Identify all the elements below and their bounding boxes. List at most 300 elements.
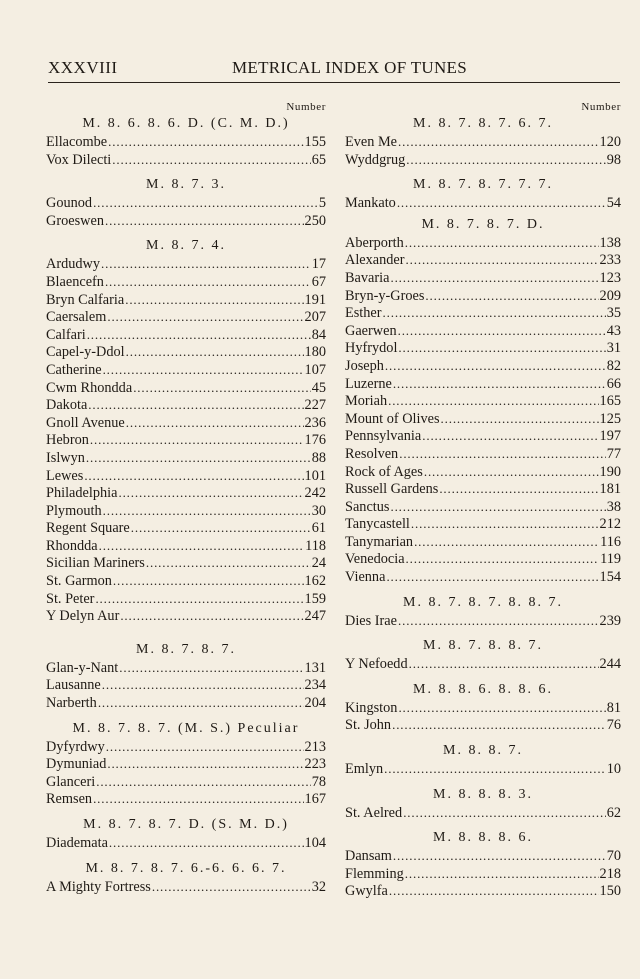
tune-name: Gaerwen	[345, 322, 397, 339]
metre-section	[46, 176, 326, 229]
dot-leader	[398, 322, 606, 340]
tune-entry	[345, 427, 621, 445]
tune-entry	[345, 847, 621, 865]
tune-name: Remsen	[46, 791, 93, 808]
tune-number: 67	[311, 273, 326, 290]
tune-number: 131	[304, 659, 326, 676]
tune-entry	[46, 694, 326, 712]
tune-entry	[345, 194, 621, 212]
tune-name: Catherine	[46, 361, 102, 378]
tune-name: Gnoll Avenue	[46, 414, 125, 431]
metre-heading: M. 8. 7. 8. 7. D. (S. M. D.)	[83, 817, 289, 832]
metre-section	[345, 216, 621, 586]
tune-number: 5	[318, 195, 326, 212]
page-header	[48, 52, 620, 83]
tune-name: A Mighty Fortress	[46, 878, 151, 895]
tune-name: Pennsylvania	[345, 428, 422, 445]
tune-name: St. Peter	[46, 590, 95, 607]
tune-name: Tanycastell	[345, 516, 410, 533]
tune-number: 190	[599, 463, 621, 480]
tune-entry	[46, 502, 326, 520]
tune-name: Narberth	[46, 695, 97, 712]
dot-leader	[439, 480, 598, 498]
tune-number: 181	[599, 481, 621, 498]
tune-name: Dansam	[345, 848, 392, 865]
dot-leader	[399, 445, 605, 463]
dot-leader	[93, 790, 303, 808]
tune-name: Aberporth	[345, 234, 404, 251]
dot-leader	[90, 431, 304, 449]
tune-number: 24	[311, 555, 326, 572]
tune-entry	[46, 537, 326, 555]
tune-number: 234	[304, 677, 326, 694]
metre-heading: M. 8. 8. 7.	[443, 743, 523, 759]
tune-entry	[46, 379, 326, 397]
tune-entry	[46, 308, 326, 326]
tune-entry	[46, 212, 326, 230]
tune-name: Sanctus	[345, 498, 390, 515]
tune-number: 167	[304, 791, 326, 808]
tune-number: 176	[304, 432, 326, 449]
metre-section	[46, 641, 326, 712]
dot-leader	[86, 449, 311, 467]
tune-name: Capel-y-Ddol	[46, 344, 125, 361]
tune-entry	[46, 834, 326, 852]
page-number: XXXVIII	[48, 58, 118, 77]
tune-name: Moriah	[345, 393, 388, 410]
tune-number: 154	[599, 569, 621, 586]
dot-leader	[146, 554, 311, 572]
dot-leader	[398, 612, 599, 630]
metre-heading: M. 8. 8. 8. 3.	[433, 786, 533, 802]
dot-leader	[409, 655, 599, 673]
dot-leader	[397, 194, 606, 212]
tune-entry	[345, 480, 621, 498]
metre-section	[345, 176, 621, 212]
tune-name: Hyfrydol	[345, 340, 398, 357]
tune-entry	[46, 607, 326, 625]
dot-leader	[406, 550, 600, 568]
tune-number: 247	[304, 608, 326, 625]
tune-number: 120	[599, 134, 621, 150]
tune-name: Ellacombe	[46, 134, 108, 150]
tune-number: 66	[606, 375, 621, 392]
tune-entry	[46, 255, 326, 273]
tune-number: 70	[606, 848, 621, 865]
dot-leader	[386, 568, 598, 586]
tune-name: Flemming	[345, 865, 404, 882]
tune-name: Alexander	[345, 252, 405, 269]
metre-section	[46, 860, 326, 896]
dot-leader	[119, 659, 303, 677]
tune-entry	[345, 392, 621, 410]
tune-entry	[345, 550, 621, 568]
tune-entry	[345, 234, 621, 252]
tune-entry	[46, 773, 326, 791]
tune-entry	[46, 554, 326, 572]
dot-leader	[84, 467, 303, 485]
tune-name: Rock of Ages	[345, 463, 423, 480]
tune-name: Even Me	[345, 134, 398, 150]
tune-number: 54	[606, 195, 621, 212]
metre-section	[46, 237, 326, 624]
tune-number: 207	[304, 309, 326, 326]
tune-name: Wyddgrug	[345, 151, 406, 168]
tune-name: Glanceri	[46, 773, 96, 790]
dot-leader	[96, 773, 310, 791]
dot-leader	[133, 379, 311, 397]
metre-section	[345, 742, 621, 778]
tune-entry	[46, 467, 326, 485]
dot-leader	[406, 151, 605, 169]
metre-heading: M. 8. 7. 4.	[146, 238, 226, 254]
dot-leader	[131, 519, 311, 537]
metre-heading: M. 8. 7. 8. 7. 6. 7.	[413, 116, 553, 131]
tune-entry	[345, 251, 621, 269]
tune-name: Islwyn	[46, 449, 85, 466]
metre-section	[46, 816, 326, 852]
tune-entry	[46, 151, 326, 169]
tune-number: 84	[311, 326, 326, 343]
tune-entry	[345, 357, 621, 375]
dot-leader	[105, 273, 311, 291]
tune-number: 212	[599, 516, 621, 533]
tune-name: Dakota	[46, 397, 88, 414]
dot-leader	[405, 865, 599, 883]
tune-entry	[46, 449, 326, 467]
tune-number: 65	[311, 151, 326, 168]
tune-name: Kingston	[345, 699, 398, 716]
metre-section	[345, 786, 621, 822]
tune-number: 88	[311, 449, 326, 466]
tune-entry	[345, 498, 621, 516]
tune-number: 45	[311, 379, 326, 396]
tune-entry	[46, 878, 326, 896]
tune-name: Hebron	[46, 432, 89, 449]
tune-number: 209	[599, 287, 621, 304]
dot-leader	[405, 234, 599, 252]
tune-name: Dymuniad	[46, 756, 107, 773]
tune-entry	[46, 676, 326, 694]
tune-entry	[345, 304, 621, 322]
tune-entry	[345, 865, 621, 883]
dot-leader	[384, 760, 606, 778]
tune-entry	[345, 804, 621, 822]
metre-heading: M. 8. 7. 8. 7. D.	[421, 216, 545, 232]
dot-leader	[398, 699, 605, 717]
tune-number: 125	[599, 410, 621, 427]
dot-leader	[393, 375, 606, 393]
dot-leader	[389, 882, 599, 900]
dot-leader	[113, 572, 304, 590]
tune-entry	[345, 410, 621, 428]
tune-number: 227	[304, 397, 326, 414]
tune-entry	[345, 760, 621, 778]
tune-number: 236	[304, 414, 326, 431]
tune-number: 116	[600, 533, 621, 550]
tune-number: 239	[599, 612, 621, 629]
metre-heading: M. 8. 8. 8. 6.	[433, 830, 533, 846]
tune-name: St. Aelred	[345, 804, 403, 821]
dot-leader	[118, 484, 303, 502]
tune-entry	[345, 463, 621, 481]
tune-entry	[46, 484, 326, 502]
metre-section	[46, 100, 326, 168]
tune-entry	[46, 790, 326, 808]
tune-name: Dies Irae	[345, 612, 397, 629]
tune-number: 104	[304, 835, 326, 851]
tune-number: 197	[599, 428, 621, 445]
tune-number: 10	[606, 761, 621, 778]
tune-number: 162	[304, 573, 326, 590]
tune-entry	[46, 431, 326, 449]
tune-name: Diademata	[46, 835, 108, 851]
dot-leader	[422, 427, 598, 445]
dot-leader	[106, 738, 304, 756]
tune-entry	[46, 590, 326, 608]
tune-number: 81	[606, 699, 621, 716]
dot-leader	[398, 133, 599, 151]
tune-name: Blaencefn	[46, 273, 104, 290]
right-column	[345, 100, 621, 900]
tune-number: 155	[304, 134, 326, 150]
dot-leader	[103, 361, 304, 379]
tune-number: 204	[304, 695, 326, 712]
tune-number: 101	[304, 467, 326, 484]
tune-entry	[46, 519, 326, 537]
metre-heading: M. 8. 7. 3.	[146, 177, 226, 193]
dot-leader	[406, 251, 599, 269]
tune-number: 38	[606, 498, 621, 515]
dot-leader	[398, 339, 605, 357]
dot-leader	[392, 716, 606, 734]
tune-name: Lausanne	[46, 677, 101, 694]
metre-section	[345, 681, 621, 734]
dot-leader	[107, 308, 303, 326]
tune-number: 159	[304, 590, 326, 607]
tune-entry	[345, 133, 621, 151]
tune-name: Vox Dilecti	[46, 151, 112, 168]
tune-entry	[345, 339, 621, 357]
tune-name: St. Garmon	[46, 573, 112, 590]
metre-section	[345, 637, 621, 673]
tune-entry	[345, 151, 621, 169]
metre-heading: M. 8. 7. 8. 7. 7. 7.	[413, 177, 553, 193]
metre-heading: M. 8. 7. 8. 7.	[136, 641, 236, 657]
dot-leader	[388, 392, 598, 410]
tune-name: Lewes	[46, 467, 84, 484]
dot-leader	[383, 304, 606, 322]
tune-entry	[345, 269, 621, 287]
tune-name: Bavaria	[345, 269, 390, 286]
page-title: METRICAL INDEX OF TUNES	[232, 58, 467, 77]
metre-heading: M. 8. 7. 8. 7. 8. 8. 7.	[403, 594, 563, 610]
tune-name: Gounod	[46, 195, 93, 212]
tune-entry	[345, 375, 621, 393]
tune-name: Emlyn	[345, 761, 384, 778]
tune-name: Plymouth	[46, 502, 102, 519]
metre-heading: M. 8. 8. 6. 8. 8. 6.	[413, 681, 553, 697]
tune-number: 17	[311, 256, 326, 273]
tune-entry	[345, 515, 621, 533]
tune-number: 61	[311, 520, 326, 537]
tune-number: 98	[606, 151, 621, 168]
dot-leader	[107, 755, 303, 773]
tune-entry	[46, 414, 326, 432]
tune-name: Caersalem	[46, 309, 107, 326]
tune-name: Russell Gardens	[345, 481, 439, 498]
tune-number: 119	[600, 551, 621, 568]
tune-name: Mount of Olives	[345, 410, 440, 427]
metre-section	[46, 720, 326, 808]
tune-name: Tanymarian	[345, 533, 414, 550]
tune-number: 62	[606, 804, 621, 821]
dot-leader	[103, 502, 311, 520]
tune-entry	[345, 568, 621, 586]
number-column-label: Number	[581, 101, 621, 113]
dot-leader	[88, 396, 303, 414]
tune-name: Gwylfa	[345, 883, 388, 900]
tune-name: Luzerne	[345, 375, 392, 392]
dot-leader	[152, 878, 311, 896]
tune-name: Esther	[345, 305, 382, 322]
tune-number: 31	[606, 340, 621, 357]
tune-entry	[46, 194, 326, 212]
tune-entry	[46, 572, 326, 590]
dot-leader	[108, 133, 303, 151]
dot-leader	[93, 194, 318, 212]
metre-heading: M. 8. 6. 8. 6. D. (C. M. D.)	[82, 116, 290, 131]
dot-leader	[95, 590, 303, 608]
dot-leader	[105, 212, 304, 230]
dot-leader	[403, 804, 606, 822]
tune-entry	[46, 326, 326, 344]
tune-entry	[345, 655, 621, 673]
tune-entry	[46, 738, 326, 756]
tune-number: 123	[599, 269, 621, 286]
tune-name: Ardudwy	[46, 256, 101, 273]
tune-name: Rhondda	[46, 537, 98, 554]
dot-leader	[126, 343, 304, 361]
tune-number: 165	[599, 393, 621, 410]
tune-name: Vienna	[345, 569, 386, 586]
dot-leader	[414, 533, 599, 551]
dot-leader	[98, 694, 304, 712]
dot-leader	[109, 834, 304, 852]
dot-leader	[102, 676, 304, 694]
tune-number: 118	[305, 537, 326, 554]
tune-name: Mankato	[345, 195, 396, 212]
tune-number: 223	[304, 756, 326, 773]
tune-number: 82	[606, 357, 621, 374]
tune-entry	[46, 755, 326, 773]
tune-entry	[345, 882, 621, 900]
dot-leader	[390, 269, 598, 287]
tune-name: Resolven	[345, 445, 399, 462]
tune-number: 76	[606, 717, 621, 734]
dot-leader	[120, 607, 303, 625]
tune-name: Y Delyn Aur	[46, 608, 120, 625]
tune-entry	[46, 396, 326, 414]
tune-number: 78	[311, 773, 326, 790]
metre-section	[345, 100, 621, 168]
tune-number: 233	[599, 252, 621, 269]
tune-name: Venedocia	[345, 551, 405, 568]
tune-number: 32	[311, 878, 326, 895]
tune-name: Dyfyrdwy	[46, 738, 105, 755]
metre-section	[345, 594, 621, 630]
tune-name: Y Nefoedd	[345, 656, 408, 673]
tune-number: 244	[599, 656, 621, 673]
tune-name: Philadelphia	[46, 485, 118, 502]
tune-name: St. John	[345, 717, 392, 734]
dot-leader	[441, 410, 599, 428]
left-column	[46, 100, 326, 895]
tune-number: 191	[304, 291, 326, 308]
number-column-label: Number	[286, 101, 326, 113]
tune-entry	[345, 716, 621, 734]
dot-leader	[87, 326, 311, 344]
tune-number: 30	[311, 502, 326, 519]
metre-heading: M. 8. 7. 8. 7. 6.-6. 6. 6. 7.	[85, 860, 287, 876]
tune-entry	[46, 659, 326, 677]
tune-number: 138	[599, 234, 621, 251]
tune-name: Sicilian Mariners	[46, 555, 145, 572]
tune-name: Cwm Rhondda	[46, 379, 133, 396]
dot-leader	[101, 255, 311, 273]
tune-name: Regent Square	[46, 520, 130, 537]
tune-entry	[46, 361, 326, 379]
tune-name: Glan-y-Nant	[46, 659, 119, 676]
tune-number: 242	[304, 485, 326, 502]
tune-number: 77	[606, 445, 621, 462]
tune-name: Calfari	[46, 326, 86, 343]
dot-leader	[126, 414, 304, 432]
dot-leader	[385, 357, 606, 375]
dot-leader	[125, 291, 303, 309]
tune-number: 213	[304, 738, 326, 755]
tune-name: Bryn Calfaria	[46, 291, 125, 308]
dot-leader	[393, 847, 606, 865]
tune-number: 250	[304, 212, 326, 229]
tune-entry	[46, 273, 326, 291]
tune-name: Groeswen	[46, 212, 104, 229]
tune-entry	[46, 343, 326, 361]
dot-leader	[99, 537, 304, 555]
tune-entry	[345, 533, 621, 551]
dot-leader	[425, 287, 598, 305]
tune-entry	[345, 445, 621, 463]
tune-number: 43	[606, 322, 621, 339]
metre-heading: M. 8. 7. 8. 7. (M. S.) Peculiar	[72, 720, 300, 736]
metre-heading: M. 8. 7. 8. 8. 7.	[423, 638, 543, 654]
tune-entry	[345, 287, 621, 305]
tune-number: 35	[606, 305, 621, 322]
tune-name: Bryn-y-Groes	[345, 287, 425, 304]
tune-entry	[345, 612, 621, 630]
tune-number: 107	[304, 361, 326, 378]
tune-entry	[46, 291, 326, 309]
tune-number: 180	[304, 344, 326, 361]
tune-number: 150	[599, 883, 621, 900]
tune-entry	[345, 699, 621, 717]
tune-number: 218	[599, 865, 621, 882]
tune-entry	[345, 322, 621, 340]
dot-leader	[424, 463, 599, 481]
tune-name: Joseph	[345, 357, 384, 374]
dot-leader	[411, 515, 599, 533]
dot-leader	[390, 498, 605, 516]
